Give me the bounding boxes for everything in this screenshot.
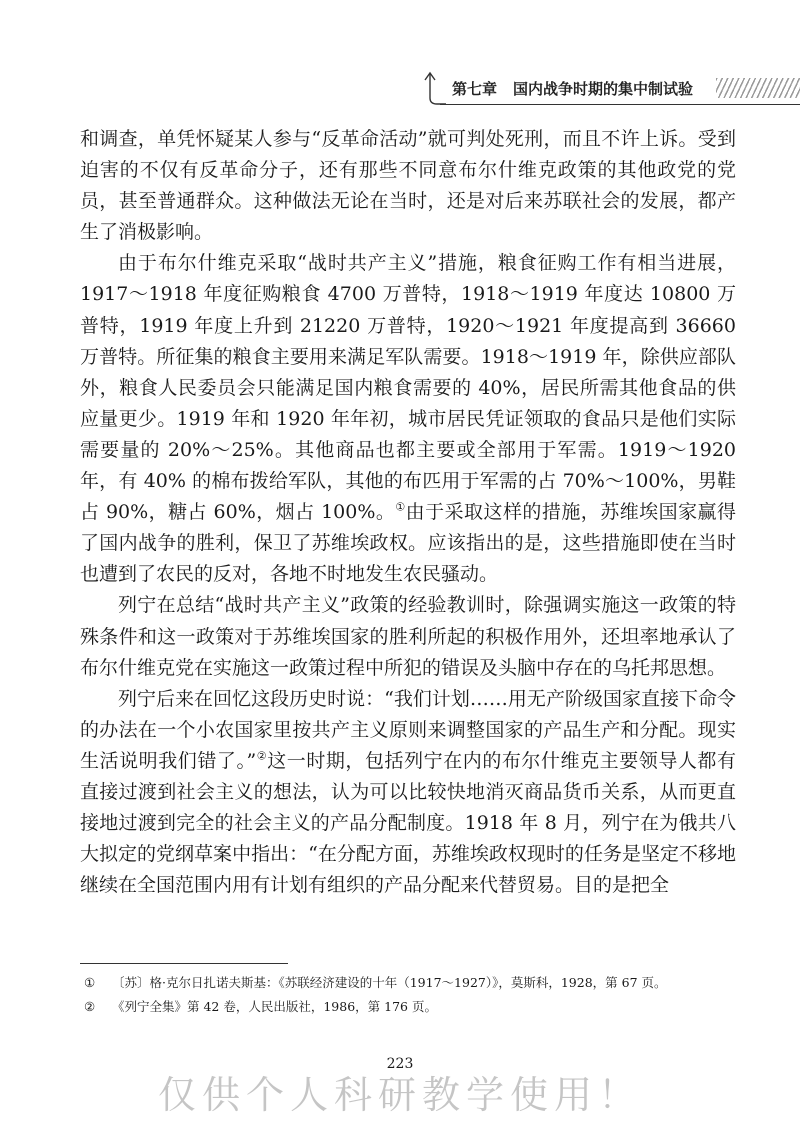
paragraph-text: 这一时期，包括列宁在内的布尔什维克主要领导人都有直接过渡到社会主义的想法，认为可以比较快地消灭商品货币关系，从而更直接地过渡到完全的社会主义的产品分配制度。1918 年 8 月，列宁在为俄共八大拟定的党纲草案中指出：“在分配方面，苏维埃政权现时的任务是坚定不移地继续在全国范围内用有计划有组织的产品分配来代替贸易。目的是把全 xyxy=(80,749,736,897)
header-rule xyxy=(440,104,800,105)
footnote-marker: ② xyxy=(84,999,96,1014)
footnote-rule xyxy=(80,963,288,964)
running-header xyxy=(452,78,709,99)
chapter-number: 第七章 xyxy=(452,80,498,98)
watermark: 仅供个人科研教学使用！ xyxy=(157,1073,642,1117)
footnote-ref[interactable]: ② xyxy=(256,749,268,763)
footnote-text: 〔苏〕格·克尔日扎诺夫斯基：《苏联经济建设的十年（1917～1927）》，莫斯科，1928，第 67 页。 xyxy=(112,975,667,990)
paragraph-text: 列宁后来在回忆这段历史时说：“我们计划……用无产阶级国家直接下命令的办法在一个小农国家里按共产主义原则来调整国家的产品生产和分配。现实生活说明我们错了。” xyxy=(80,687,736,772)
chapter-title: 国内战争时期的集中制试验 xyxy=(513,80,694,98)
paragraph xyxy=(80,684,736,902)
paragraph: 和调查，单凭怀疑某人参与“反革命活动”就可判处死刑，而且不许上诉。受到迫害的不仅有反革命分子，还有那些不同意布尔什维克政策的其他政党的党员，甚至普通群众。这种做法无论在当时，还是对后来苏联社会的发展，都产生了消极影响。 xyxy=(80,128,736,244)
footnote xyxy=(84,997,736,1017)
footnote xyxy=(84,973,736,993)
footnote-marker: ① xyxy=(84,975,96,990)
footnotes xyxy=(84,973,736,1021)
footnote-ref[interactable]: ① xyxy=(395,500,406,514)
footnote-text: 《列宁全集》第 42 卷，人民出版社，1986，第 176 页。 xyxy=(112,999,437,1014)
page-number: 223 xyxy=(386,1056,414,1072)
paragraph xyxy=(80,248,736,590)
paragraph: 列宁在总结“战时共产主义”政策的经验教训时，除强调实施这一政策的特殊条件和这一政策对于苏维埃国家的胜利所起的积极作用外，还坦率地承认了布尔什维克党在实施这一政策过程中所犯的错误及头脑中存在的乌托邦思想。 xyxy=(80,594,736,679)
up-arrow-icon xyxy=(424,70,448,108)
body-text xyxy=(80,124,736,901)
header-decoration xyxy=(716,78,800,98)
paragraph-text: 由于布尔什维克采取“战时共产主义”措施，粮食征购工作有相当进展，1917～1918 年度征购粮食 4700 万普特，1918～1919 年度达 10800 万普特，1919 年度上升到 21220 万普特，1920～1921 年度提高到 36660 万普特。所征集的粮食主要用来满足军队需要。1918～1919 年，除供应部队外，粮食人民委员会只能满足国内粮食需要的 40%，居民所需其他食品的供应量更少。1919 年和 1920 年年初，城市居民凭证领取的食品只是他们实际需要量的 20%～25%。其他商品也都主要或全部用于军需。1919～1920 年，有 40% 的棉布拨给军队，其他的布匹用于军需的占 70%～100%，男鞋占 90%，糖占 60%，烟占 100%。 xyxy=(80,252,736,524)
paragraph-text: 由于采取这样的措施，苏维埃国家赢得了国内战争的胜利，保卫了苏维埃政权。应该指出的是，这些措施即使在当时也遭到了农民的反对，各地不时地发生农民骚动。 xyxy=(80,501,736,586)
